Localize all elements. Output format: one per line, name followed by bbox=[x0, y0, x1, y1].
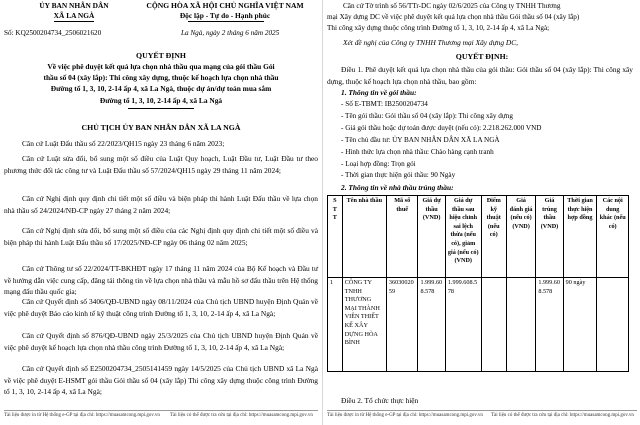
nation-header: CỘNG HÒA XÃ HỘI CHỦ NGHĨA VIỆT NAM bbox=[146, 1, 304, 10]
table-header-row bbox=[328, 196, 629, 278]
intro-line-3: Thi công xây dựng thuộc công trình Đường tổ 1, 3, 10, 2-14 ấp 4, xã La Ngà; bbox=[327, 24, 550, 32]
legal-basis-4: Căn cứ Nghị định sửa đổi, bổ sung một số điều của các Nghị định quy định chi tiết một số điều và biện pháp thi hành Luật Đấu thầu số 17/2025/NĐ-CP ngày 06 tháng 02 năm 2025; bbox=[4, 226, 318, 247]
footer-lookup: Tài liệu có thể được tra cứu tại địa chỉ: https://muasamcong.mpi.gov.vn bbox=[491, 413, 634, 418]
place-date: La Ngà, ngày 2 tháng 6 năm 2025 bbox=[181, 29, 280, 37]
subject-line-1: Về việc phê duyệt kết quả lựa chọn nhà thầu qua mạng của gói thầu Gói bbox=[47, 62, 275, 71]
section-1-heading: 1. Thông tin về gói thầu: bbox=[341, 88, 417, 97]
legal-basis-2: Căn cứ Luật sửa đổi, bổ sung một số điều của Luật Quy hoạch, Luật Đầu tư, Luật Đầu tư theo phương thức đối tác công tư và Luật Đấu thầu số 57/2024/QH15 ngày 29 tháng 11 năm 2024; bbox=[4, 154, 318, 175]
info-duration: - Thời gian thực hiện gói thầu: 90 Ngày bbox=[341, 171, 456, 179]
cell-technical-score bbox=[481, 278, 506, 372]
col-header-bidder-name: Tên nhà thầu bbox=[342, 196, 386, 278]
col-header-technical-score: Điểm kỹ thuật (nếu có) bbox=[481, 196, 506, 278]
cell-evaluated-price bbox=[506, 278, 535, 372]
decision-title: QUYẾT ĐỊNH bbox=[136, 51, 186, 60]
footer-divider bbox=[327, 410, 637, 411]
info-selection-method: - Hình thức lựa chọn nhà thầu: Chào hàng cạnh tranh bbox=[341, 148, 494, 156]
article-2: Điều 2. Tổ chức thực hiện bbox=[341, 396, 419, 405]
cell-winning-price: 1.999.608.578 bbox=[536, 278, 563, 372]
agency-name-line1: ỦY BAN NHÂN DÂN bbox=[39, 1, 109, 10]
article-1: Điều 1. Phê duyệt kết quả lựa chọn nhà thầu của gói thầu: Gói thầu số 04 (xây lắp): Thi công xây dựng, thuộc kế hoạch lựa chọn nhà thầu, bao gồm: bbox=[327, 65, 633, 86]
info-tbmt: - Số E-TBMT: IB2500204734 bbox=[341, 100, 428, 108]
col-header-contract-duration: Thời gian thực hiện hợp đồng bbox=[563, 196, 597, 278]
issuing-authority: CHỦ TỊCH ỦY BAN NHÂN DÂN XÃ LA NGÀ bbox=[81, 123, 241, 132]
subject-line-4: Đường tổ 1, 3, 10, 2-14 ấp 4, xã La Ngà bbox=[99, 96, 223, 105]
agency-underline bbox=[54, 21, 94, 22]
footer-lookup: Tài liệu có thể được tra cứu tại địa chỉ: https://muasamcong.mpi.gov.vn bbox=[170, 413, 313, 418]
info-contract-type: - Loại hợp đồng: Trọn gói bbox=[341, 160, 416, 168]
legal-basis-3: Căn cứ Nghị định quy định chi tiết một số điều và biện pháp thi hành Luật Đấu thầu về lựa chọn nhà thầu số 24/2024/NĐ-CP ngày 27 tháng 2 năm 2024; bbox=[4, 194, 318, 215]
cell-other bbox=[597, 278, 629, 372]
col-header-stt: S T T bbox=[328, 196, 343, 278]
cell-contract-duration: 90 ngày bbox=[563, 278, 597, 372]
agency-name-line2: XÃ LA NGÀ bbox=[53, 11, 95, 20]
col-header-other: Các nội dung khác (nếu có) bbox=[597, 196, 629, 278]
table-row bbox=[328, 278, 629, 372]
subject-line-2: thầu số 04 (xây lắp): Thi công xây dựng, thuộc kế hoạch lựa chọn nhà thầu bbox=[43, 73, 279, 82]
cell-stt: 1 bbox=[328, 278, 343, 372]
decide-heading: QUYẾT ĐỊNH: bbox=[455, 52, 509, 61]
nation-motto: Độc lập - Tự do - Hạnh phúc bbox=[179, 11, 271, 20]
legal-basis-1: Căn cứ Luật Đấu thầu số 22/2023/QH15 ngày 23 tháng 6 năm 2023; bbox=[22, 139, 225, 148]
col-header-winning-price: Giá trúng thầu (VND) bbox=[536, 196, 563, 278]
legal-basis-5: Căn cứ Thông tư số 22/2024/TT-BKHĐT ngày 17 tháng 11 năm 2024 của Bộ Kế hoạch và Đầu tư về hướng dẫn việc cung cấp, đăng tải thông tin về lựa chọn nhà thầu và mẫu hồ sơ đấu thầu trên Hệ thống mạng đấu thầu quốc gia; bbox=[4, 264, 318, 297]
cell-tax-code: 3603002059 bbox=[386, 278, 418, 372]
document-number: Số: KQ2500204734_2506021620 bbox=[4, 29, 102, 37]
motto-underline bbox=[188, 21, 264, 22]
decision-page-2 bbox=[322, 0, 640, 425]
col-header-evaluated-price: Giá đánh giá (nếu có) (VND) bbox=[506, 196, 535, 278]
subject-underline bbox=[128, 108, 194, 109]
info-investor: - Tên chủ đầu tư: ỦY BAN NHÂN DÂN XÃ LA NGÀ bbox=[341, 136, 500, 144]
info-package-name: - Tên gói thầu: Gói thầu số 04 (xây lắp): Thi công xây dựng bbox=[341, 112, 513, 120]
winning-bidder-table bbox=[327, 195, 629, 372]
col-header-bid-price: Giá dự thầu (VND) bbox=[418, 196, 445, 278]
footer-source: Tài liệu được in từ Hệ thống e-GP tại địa chỉ: https://muasamcong.mpi.gov.vn bbox=[327, 413, 483, 418]
cell-bid-price: 1.999.608.578 bbox=[418, 278, 445, 372]
cell-adjusted-price: 1.999.608.578 bbox=[445, 278, 481, 372]
intro-line-2: mại Xây dựng DC về việc phê duyệt kết quả lựa chọn nhà thầu Gói thầu số 04 (xây lắp) bbox=[327, 13, 580, 21]
col-header-tax-code: Mã số thuế bbox=[386, 196, 418, 278]
intro-line-1: Căn cứ Tờ trình số 56/TTr-DC ngày 02/6/2025 của Công ty TNHH Thương bbox=[343, 2, 561, 10]
section-2-heading: 2. Thông tin về nhà thầu trúng thầu: bbox=[341, 183, 454, 192]
footer-divider bbox=[4, 410, 318, 411]
info-package-price: - Giá gói thầu hoặc dự toán được duyệt (nếu có): 2.218.262.000 VND bbox=[341, 124, 542, 132]
proposal-line: Xét đề nghị của Công ty TNHH Thương mại Xây dựng DC, bbox=[343, 38, 519, 47]
subject-line-3: Đường tổ 1, 3, 10, 2-14 ấp 4, xã La Ngà, thuộc dự án/dự toán mua sắm bbox=[50, 84, 272, 93]
legal-basis-6: Căn cứ Quyết định số 3406/QĐ-UBND ngày 08/11/2024 của Chủ tịch UBND huyện Định Quán về việc phê duyệt Báo cáo kinh tế kỹ thuật công trình Đường tổ 1, 3, 10, 2-14 ấp 4, xã La Ngà; bbox=[4, 297, 318, 318]
footer-source: Tài liệu được in từ Hệ thống e-GP tại địa chỉ: https://muasamcong.mpi.gov.vn bbox=[4, 413, 160, 418]
legal-basis-8: Căn cứ Quyết định số E2500204734_2505141459 ngày 14/5/2025 của Chủ tịch UBND xã La Ngà về việc phê duyệt E-HSMT gói thầu Gói thầu số 04 (xây lắp) Thi công xây dựng thuộc công trình Đường tổ 1, 3, 10, 2-14 ấp 4, xã La Ngà; bbox=[4, 364, 318, 397]
cell-bidder-name: CÔNG TY TNHH THƯƠNG MẠI THÀNH VIÊN THIẾT KẾ XÂY DỰNG HÒA BÌNH bbox=[342, 278, 386, 372]
col-header-adjusted-price: Giá dự thầu sau hiệu chỉnh sai lệch thừa (nếu có), giảm giá (nếu có) (VND) bbox=[445, 196, 481, 278]
legal-basis-7: Căn cứ Quyết định số 876/QĐ-UBND ngày 25/3/2025 của Chủ tịch UBND huyện Định Quán về việc phê duyệt kế hoạch lựa chọn nhà thầu công trình Đường tổ 1, 3, 10, 2-14 ấp 4, xã La Ngà; bbox=[4, 331, 318, 352]
